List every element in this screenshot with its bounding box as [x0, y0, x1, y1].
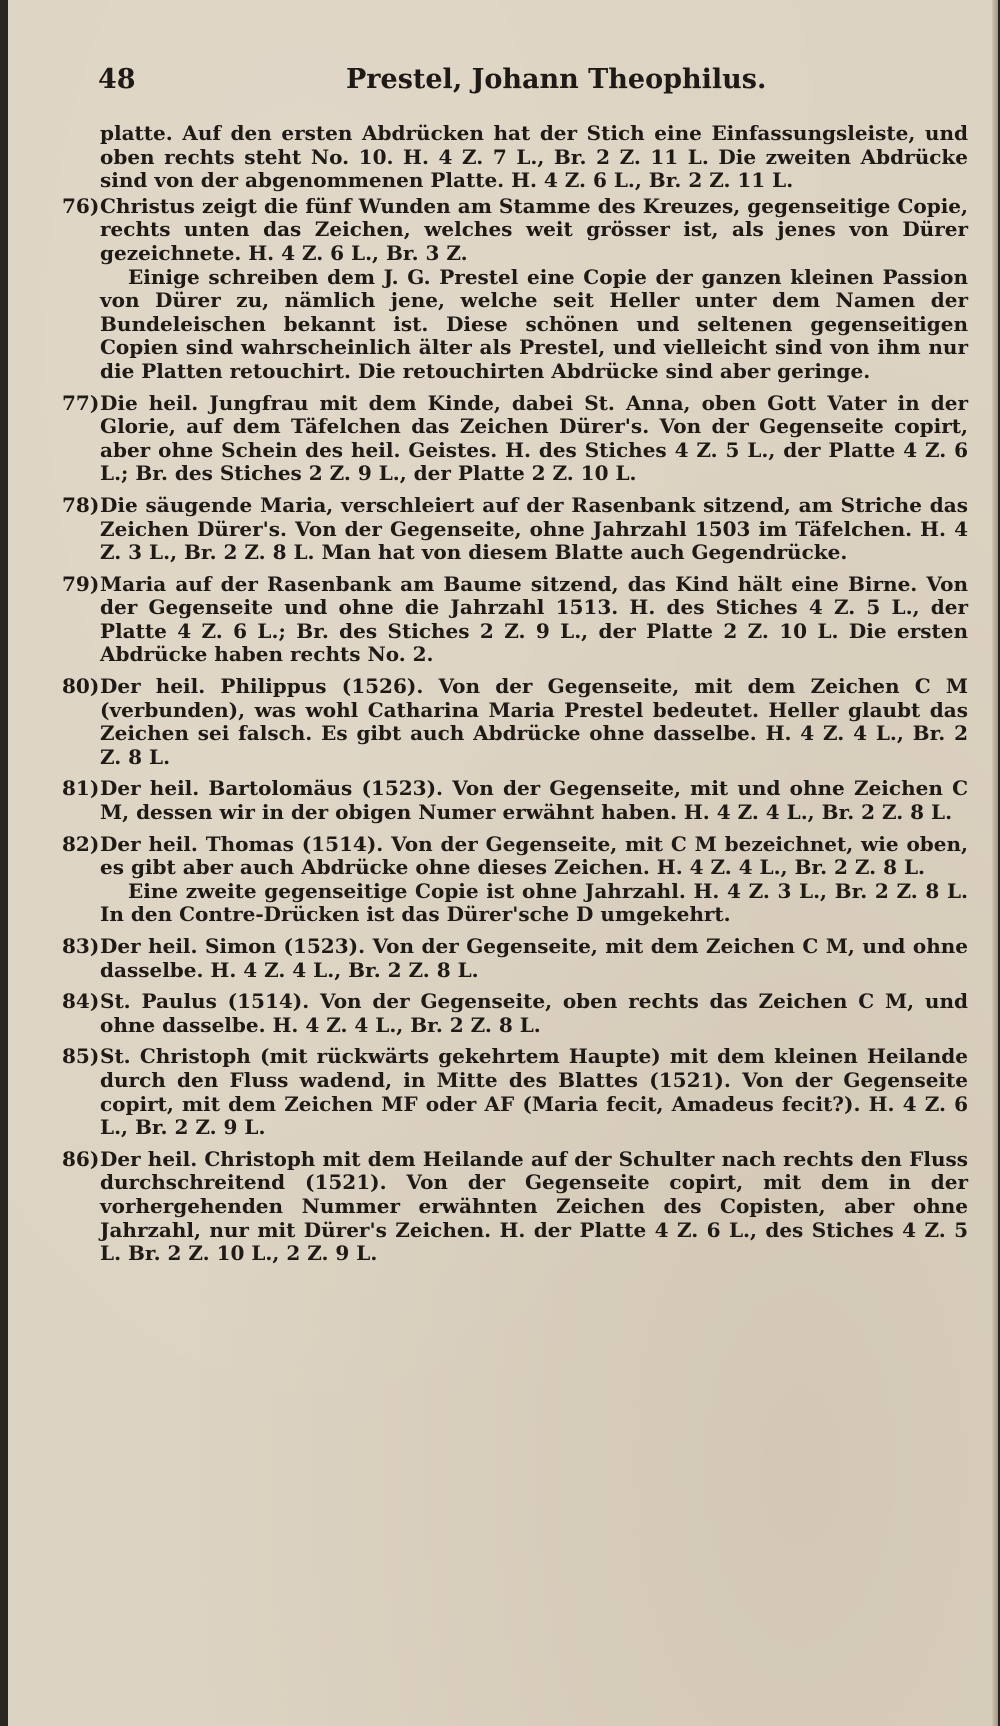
- entry-note: Einige schreiben dem J. G. Prestel eine Copie der ganzen kleinen Passion von Dürer zu, nämlich jene, welche seit Heller unter dem Namen der Bundeleischen bekannt ist. Diese schönen und seltenen gegenseitigen Copien sind wahrscheinlich älter als Prestel, und vielleicht sind von ihm nur die Platten retouchirt. Die retouchirten Abdrücke sind aber geringe.: [100, 264, 968, 383]
- catalog-entry-76: [62, 193, 968, 384]
- catalog-entry-78: [62, 492, 968, 565]
- catalog-entry-79: [62, 571, 968, 667]
- catalog-entry-82: [62, 831, 968, 927]
- entry-number: 80): [62, 674, 100, 699]
- entry-number: 85): [62, 1044, 100, 1069]
- entry-note: Eine zweite gegenseitige Copie ist ohne Jahrzahl. H. 4 Z. 3 L., Br. 2 Z. 8 L. In den Contre-Drücken ist das Dürer'sche D umgekehrt.: [100, 878, 968, 927]
- page-edge-shadow: [992, 0, 998, 1726]
- catalog-entry-85: [62, 1044, 968, 1140]
- entry-number: 83): [62, 934, 100, 958]
- entry-text: St. Paulus (1514). Von der Gegenseite, oben rechts das Zeichen C M, und ohne dasselbe. H. 4 Z. 4 L., Br. 2 Z. 8 L.: [100, 989, 968, 1037]
- catalog-entry-80: [62, 674, 968, 769]
- entry-text: St. Christoph (mit rückwärts gekehrtem Haupte) mit dem kleinen Heilande durch den Fluss wadend, in Mitte des Blattes (1521). Von der Gegenseite copirt, mit dem Zeichen MF oder AF (Maria fecit, Amadeus fecit?). H. 4 Z. 6 L., Br. 2 Z. 9 L.: [100, 1044, 968, 1140]
- entry-number: 86): [62, 1146, 100, 1171]
- page-body: [62, 121, 968, 1274]
- entry-number: 81): [62, 776, 100, 801]
- entry-number: 78): [62, 492, 100, 517]
- catalog-entry-84: [62, 989, 968, 1037]
- entry-text: Der heil. Philippus (1526). Von der Gegenseite, mit dem Zeichen C M (verbunden), was wohl Catharina Maria Prestel bedeutet. Heller glaubt das Zeichen sei falsch. Es gibt auch Abdrücke ohne dasselbe. H. 4 Z. 4 L., Br. 2 Z. 8 L.: [100, 674, 968, 769]
- entry-text: Die heil. Jungfrau mit dem Kinde, dabei St. Anna, oben Gott Vater in der Glorie, auf dem Täfelchen das Zeichen Dürer's. Von der Gegenseite copirt, aber ohne Schein des heil. Geistes. H. des Stiches 4 Z. 5 L., der Platte 4 Z. 6 L.; Br. des Stiches 2 Z. 9 L., der Platte 2 Z. 10 L.: [100, 390, 968, 486]
- entry-number: 82): [62, 831, 100, 856]
- intro-paragraph: platte. Auf den ersten Abdrücken hat der Stich eine Einfassungsleiste, und oben rechts steht No. 10. H. 4 Z. 7 L., Br. 2 Z. 11 L. Die zweiten Abdrücke sind von der abgenommenen Platte. H. 4 Z. 6 L., Br. 2 Z. 11 L.: [100, 121, 968, 193]
- catalog-entry-81: [62, 776, 968, 825]
- entry-number: 77): [62, 390, 100, 415]
- book-page: [8, 0, 998, 1726]
- page-number: 48: [98, 64, 136, 95]
- catalog-entry-86: [62, 1146, 968, 1266]
- entry-text: Christus zeigt die fünf Wunden am Stamme des Kreuzes, gegenseitige Copie, rechts unten das Zeichen, welches weit grösser ist, als jenes von Dürer gezeichnete. H. 4 Z. 6 L., Br. 3 Z.: [100, 193, 968, 265]
- entry-text: Der heil. Christoph mit dem Heilande auf der Schulter nach rechts den Fluss durchschreitend (1521). Von der Gegenseite copirt, mit dem in der vorhergehenden Nummer erwähnten Zeichen des Copisten, aber ohne Jahrzahl, nur mit Dürer's Zeichen. H. der Platte 4 Z. 6 L., des Stiches 4 Z. 5 L. Br. 2 Z. 10 L., 2 Z. 9 L.: [100, 1146, 968, 1266]
- entry-text: Die säugende Maria, verschleiert auf der Rasenbank sitzend, am Striche das Zeichen Dürer's. Von der Gegenseite, ohne Jahrzahl 1503 im Täfelchen. H. 4 Z. 3 L., Br. 2 Z. 8 L. Man hat von diesem Blatte auch Gegendrücke.: [100, 492, 968, 565]
- catalog-entry-77: [62, 390, 968, 486]
- entry-text: Der heil. Simon (1523). Von der Gegenseite, mit dem Zeichen C M, und ohne dasselbe. H. 4 Z. 4 L., Br. 2 Z. 8 L.: [100, 934, 968, 982]
- entry-number: 79): [62, 571, 100, 596]
- entry-text: Der heil. Thomas (1514). Von der Gegenseite, mit C M bezeichnet, wie oben, es gibt aber auch Abdrücke ohne dieses Zeichen. H. 4 Z. 4 L., Br. 2 Z. 8 L.: [100, 831, 968, 880]
- entry-text: Maria auf der Rasenbank am Baume sitzend, das Kind hält eine Birne. Von der Gegenseite und ohne die Jahrzahl 1513. H. des Stiches 4 Z. 5 L., der Platte 4 Z. 6 L.; Br. des Stiches 2 Z. 9 L., der Platte 2 Z. 10 L. Die ersten Abdrücke haben rechts No. 2.: [100, 571, 968, 667]
- running-title: Prestel, Johann Theophilus.: [346, 64, 767, 95]
- page-header: [88, 64, 908, 104]
- entry-number: 84): [62, 989, 100, 1014]
- entry-text: Der heil. Bartolomäus (1523). Von der Gegenseite, mit und ohne Zeichen C M, dessen wir in der obigen Numer erwähnt haben. H. 4 Z. 4 L., Br. 2 Z. 8 L.: [100, 776, 968, 825]
- entry-number: 76): [62, 193, 100, 218]
- catalog-entry-83: [62, 934, 968, 982]
